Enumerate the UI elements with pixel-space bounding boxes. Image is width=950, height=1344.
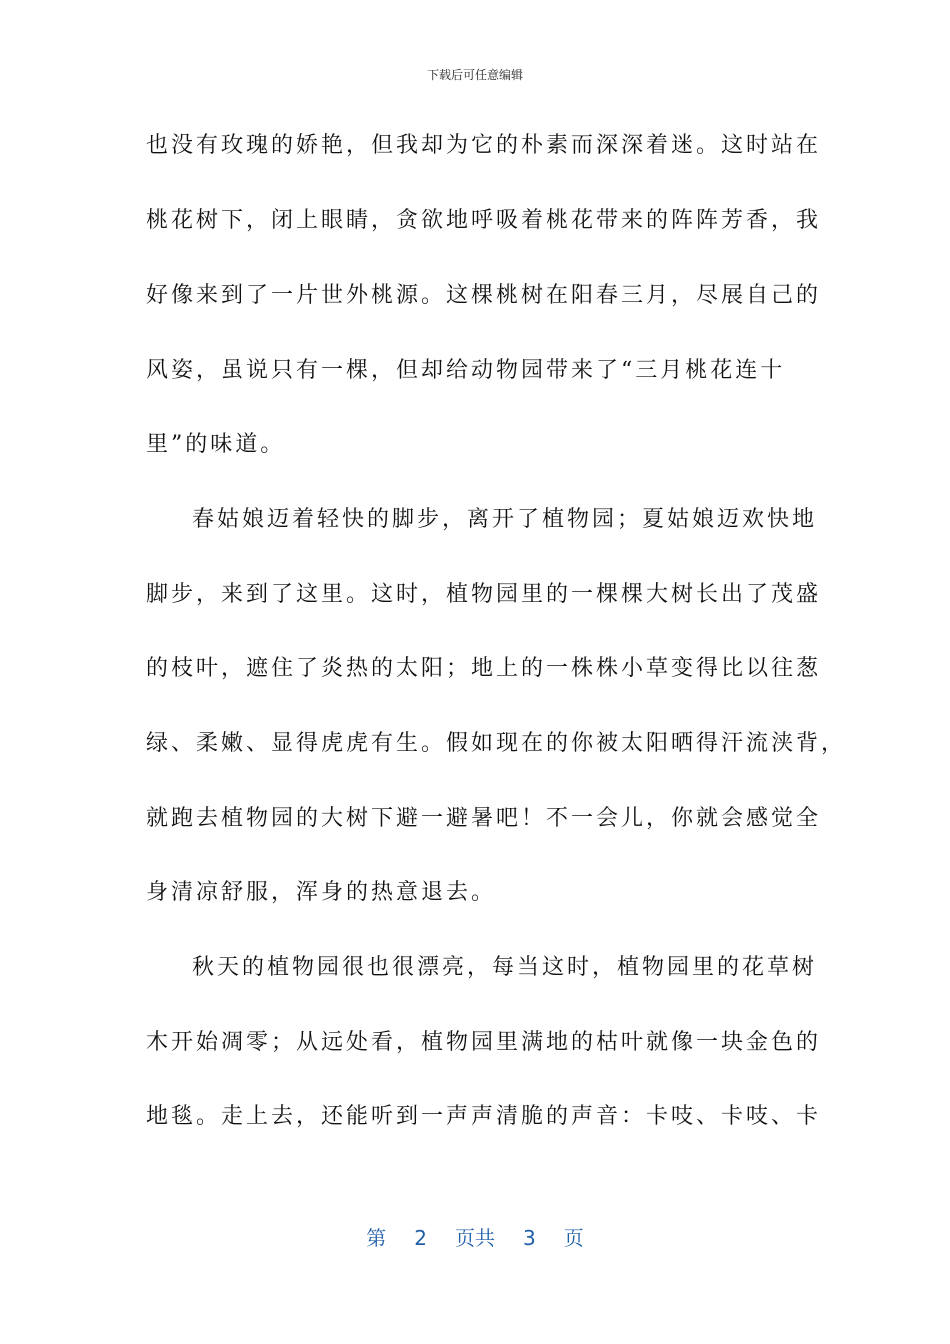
text-line: 木开始凋零；从远处看，植物园里满地的枯叶就像一块金色的: [146, 1030, 822, 1055]
text-line: 风姿，虽说只有一棵，但却给动物园带来了“三月桃花连十: [146, 358, 786, 383]
paragraph-start-line: 秋天的植物园很也很漂亮，每当这时，植物园里的花草树: [192, 955, 818, 980]
text-line: 身清凉舒服，浑身的热意退去。: [146, 880, 497, 905]
paragraph-start-line: 春姑娘迈着轻快的脚步，离开了植物园；夏姑娘迈欢快地: [192, 507, 818, 532]
text-line: 桃花树下，闭上眼睛，贪欲地呼吸着桃花带来的阵阵芳香，我: [146, 208, 822, 233]
footer-page-number: 2: [414, 1226, 427, 1250]
text-line: 里”的味道。: [146, 432, 286, 457]
text-line: 脚步，来到了这里。这时，植物园里的一棵棵大树长出了茂盛: [146, 582, 822, 607]
page-footer: [0, 1226, 950, 1250]
text-line: 绿、柔嫩、显得虎虎有生。假如现在的你被太阳晒得汗流浃背，: [146, 731, 847, 756]
text-line: 的枝叶，遮住了炎热的太阳；地上的一株株小草变得比以往葱: [146, 656, 822, 681]
page-header: 下载后可任意编辑: [426, 68, 523, 82]
footer-total-pages: 3: [523, 1226, 536, 1250]
footer-prefix: 第: [366, 1226, 387, 1250]
footer-middle: 页共: [455, 1226, 495, 1250]
text-line: 好像来到了一片世外桃源。这棵桃树在阳春三月，尽展自己的: [146, 283, 822, 308]
text-line: 地毯。走上去，还能听到一声声清脆的声音：卡吱、卡吱、卡: [146, 1104, 822, 1129]
footer-suffix: 页: [563, 1226, 584, 1250]
text-line: 就跑去植物园的大树下避一避暑吧！不一会儿，你就会感觉全: [146, 806, 822, 831]
text-line: 也没有玫瑰的娇艳，但我却为它的朴素而深深着迷。这时站在: [146, 133, 822, 158]
